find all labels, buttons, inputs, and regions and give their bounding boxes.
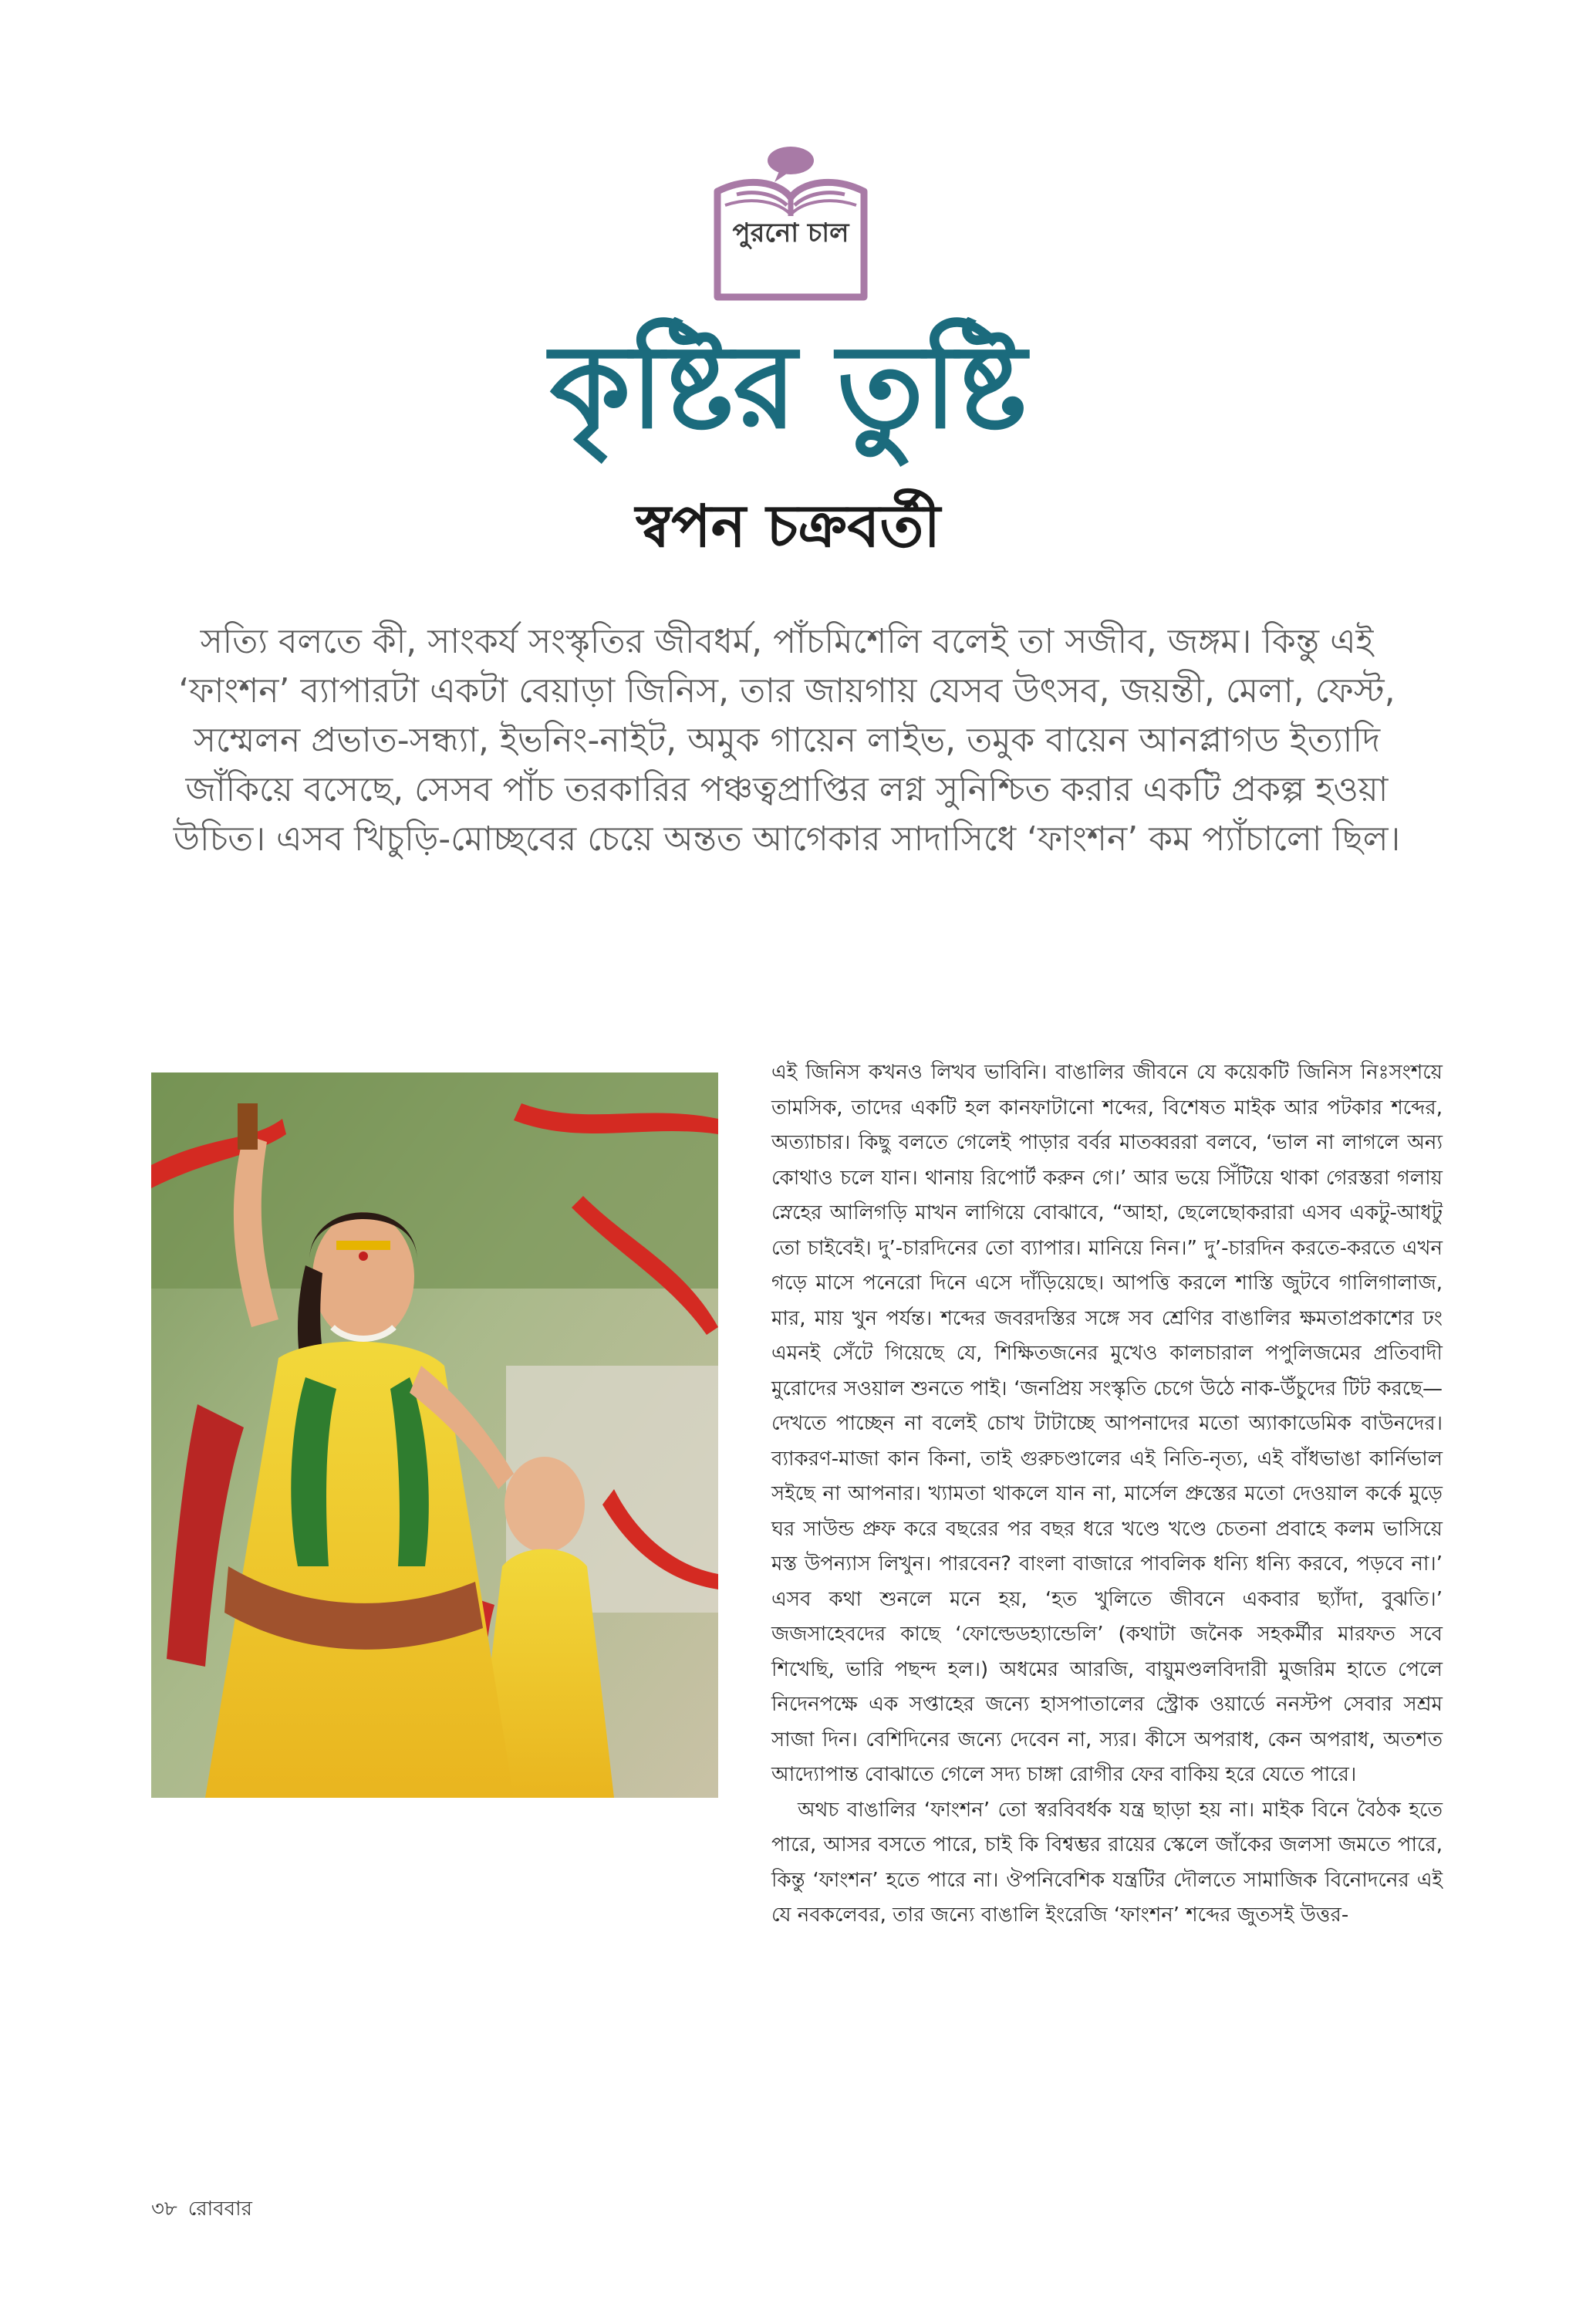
article-body <box>771 1056 1443 1934</box>
article-title: কৃষ্টির তুষ্টি <box>549 320 1027 454</box>
body-paragraph-1: এই জিনিস কখনও লিখব ভাবিনি। বাঙালির জীবনে যে কয়েকটি জিনিস নিঃসংশয়ে তামসিক, তাদের একটি হল কানফাটানো শব্দের, বিশেষত মাইক আর পটকার শব্দের, অত্যাচার। কিছু বলতে গেলেই পাড়ার বর্বর মাতব্বররা বলবে, ‘ভাল না লাগলে অন্য কোথাও চলে যান। থানায় রিপোর্ট করুন গে।’ আর ভয়ে সিঁটিয়ে থাকা গেরস্তরা গলায় স্নেহের আলিগড়ি মাখন লাগিয়ে বোঝাবে, “আহা, ছেলেছোকরারা এসব একটু-আধটু তো চাইবেই। দু’-চারদিনের তো ব্যাপার। মানিয়ে নিন।” দু’-চারদিন করতে-করতে এখন গড়ে মাসে পনেরো দিনে এসে দাঁড়িয়েছে। আপত্তি করলে শাস্তি জুটবে গালিগালাজ, মার, মায় খুন পর্যন্ত। শব্দের জবরদস্তির সঙ্গে সব শ্রেণির বাঙালির ক্ষমতাপ্রকাশের ঢং এমনই সেঁটে গিয়েছে যে, শিক্ষিতজনের মুখেও কালচারাল পপুলিজমের প্রতিবাদী মুরোদের সওয়াল শুনতে পাই। ‘জনপ্রিয় সংস্কৃতি চেগে উঠে নাক-উঁচুদের টিট করছে— দেখতে পাচ্ছেন না বলেই চোখ টাটাচ্ছে আপনাদের মতো অ্যাকাডেমিক বাউনদের। ব্যাকরণ-মাজা কান কিনা, তাই গুরুচণ্ডালের এই নিতি-নৃত্য, এই বাঁধভাঙা কার্নিভাল সইছে না আপনার। খ্যামতা থাকলে যান না, মার্সেল প্রুস্তের মতো দেওয়াল কর্কে মুড়ে ঘর সাউন্ড প্রুফ করে বছরের পর বছর ধরে খণ্ডে খণ্ডে চেতনা প্রবাহে কলম ভাসিয়ে মস্ত উপন্যাস লিখুন। পারবেন? বাংলা বাজারে পাবলিক ধন্যি ধন্যি করবে, পড়বে না।’ এসব কথা শুনলে মনে হয়, ‘হত খুলিতে জীবনে একবার ছ্যাঁদা, বুঝতি।’ জজসাহেবদের কাছে ‘ফোল্ডেডহ্যান্ডেলি’ (কথাটা জনৈক সহকর্মীর মারফত সবে শিখেছি, ভারি পছন্দ হল।) অধমের আরজি, বায়ুমণ্ডলবিদারী মুজরিম হাতে পেলে নিদেনপক্ষে এক সপ্তাহের জন্যে হাসপাতালের স্ট্রোক ওয়ার্ডে ননস্টপ সেবার সশ্রম সাজা দিন। বেশিদিনের জন্যে দেবেন না, স্যর। কীসে অপরাধ, কেন অপরাধ, অতশত আদ্যোপান্ত বোঝাতে গেলে সদ্য চাঙ্গা রোগীর ফের বাকিয় হরে যেতে পারে। <box>771 1061 1443 1786</box>
dancers-photo <box>151 1072 718 1798</box>
page-footer <box>151 2199 252 2219</box>
magazine-name: রোববার <box>187 2197 252 2221</box>
article-author: স্বপন চক্রবর্তী <box>635 491 941 560</box>
article-intro: সত্যি বলতে কী, সাংকর্য সংস্কৃতির জীবধর্ম, পাঁচমিশেলি বলেই তা সজীব, জঙ্গম। কিন্তু এই ‘ফাংশন’ ব্যাপারটা একটা বেয়াড়া জিনিস, তার জায়গায় যেসব উৎসব, জয়ন্তী, মেলা, ফেস্ট, সম্মেলন প্রভাত-সন্ধ্যা, ইভনিং-নাইট, অমুক গায়েন লাইভ, তমুক বায়েন আনপ্লাগড ইত্যাদি জাঁকিয়ে বসেছে, সেসব পাঁচ তরকারির পঞ্চত্বপ্রাপ্তির লগ্ন সুনিশ্চিত করার একটি প্রকল্প হওয়া উচিত। এসব খিচুড়ি-মোচ্ছবের চেয়ে অন্তত আগেকার সাদাসিধে ‘ফাংশন’ কম প্যাঁচালো ছিল। <box>173 622 1401 859</box>
page-number: ৩৮ <box>151 2197 177 2221</box>
body-paragraph-2: অথচ বাঙালির ‘ফাংশন’ তো স্বরবিবর্ধক যন্ত্র ছাড়া হয় না। মাইক বিনে বৈঠক হতে পারে, আসর বসতে পারে, চাই কি বিশ্বম্ভর রায়ের স্কেলে জাঁকের জলসা জমতে পারে, কিন্তু ‘ফাংশন’ হতে পারে না। ঔপনিবেশিক যন্ত্রটির দৌলতে সামাজিক বিনোদনের এই যে নবকলেবর, তার জন্যে বাঙালি ইংরেজি ‘ফাংশন’ শব্দের জুতসই উত্তর- <box>771 1798 1443 1927</box>
column-label: পুরনো চাল <box>732 218 849 248</box>
